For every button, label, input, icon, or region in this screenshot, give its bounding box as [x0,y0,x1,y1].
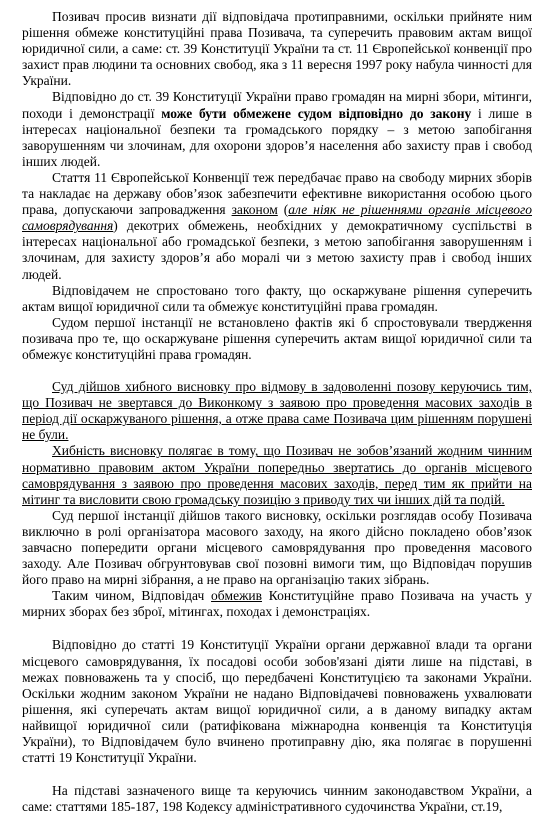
text-segment: Суд дійшов хибного висновку про відмову в задоволенні позову керуючись тим, що Позивач не звертався до Виконкому з заявою про проведення масових заходів в період дії оскаржуваного рішення, а отже права саме Позивача цим рішенням порушені не були. [22,379,532,443]
text-segment: Відповідачем не спростовано того факту, що оскаржуване рішення суперечить актам вищої юридичної сили та обмежує конституційні права громадян. [22,282,532,314]
paragraph-p8 [22,508,532,588]
text-segment: Відповідно до ст. 39 Конституції України право громадян на мирні збори, мітинги, походи і демонстрації [22,89,532,121]
paragraph-gap [22,363,532,379]
paragraph-p10 [22,637,532,766]
paragraph-gap [22,766,532,783]
text-segment: може бути обмежене судом відповідно до закону [161,105,472,121]
text-segment: ( [277,202,289,218]
text-segment: Конституційне право Позивача на участь у мирних зборах без зброї, мітингах, походах і демонстраціях. [22,588,532,620]
paragraph-p7 [22,443,532,507]
paragraph-p5 [22,315,532,363]
paragraph-p6 [22,379,532,443]
text-segment: На підставі зазначеного вище та керуючись чинним законодавством України, а саме: статтями 185-187, 198 Кодексу адміністративного судочинства України, ст.19, [22,783,532,815]
paragraph-gap [22,620,532,637]
text-segment: ) декотрих обмежень, необхідних у демократичному суспільстві в інтересах національної або громадської безпеки, з метою запобігання заворушенням і злочинам, для захисту здоров’я або моралі чи з метою захисту прав і свобод інших людей. [22,218,532,282]
paragraph-p1 [22,9,532,89]
text-segment: Судом першої інстанції не встановлено фактів які б спростовували твердження позивача про те, що оскаржуване рішення суперечить актам вищої юридичної сили та обмежує конституційні права громадян. [22,314,532,362]
text-segment: Стаття 11 Європейської Конвенції теж передбачає право на свободу мирних зборів та накладає на державу обов’язок забезпечити ефективне використання особою цього права, допускаючи запровадження [22,169,532,218]
text-segment: Суд першої інстанції дійшов такого висновку, оскільки розглядав особу Позивача виключно в ролі організатора масового заходу, на якого дійсно покладено обов’язок завчасно попередити органи місцевого самоврядування про проведення масового заходу. Але Позивач обгрунтовував свої позовні вимоги тим, що Відповідач порушив його право на мирні зібрання, а не право на організацію таких зібрань. [22,507,532,588]
paragraph-p9 [22,588,532,620]
text-segment: Хибність висновку полягає в тому, що Позивач не зобов’язаний жодним чинним нормативно правовим актом України попередньо звертатись до органів місцевого самоврядування з заявою про проведення масових заходів, перед тим як прийти на мітинг та висловити свою громадську позицію з приводу тих чи інших дій та подій. [22,443,532,507]
paragraph-p11 [22,783,532,815]
paragraph-p2 [22,89,532,169]
text-segment: законом [231,202,278,218]
paragraph-p3 [22,170,532,283]
text-segment: але ніяк не рішеннями органів місцевого самоврядування [22,202,533,234]
text-segment: і лише в інтересах національної безпеки та громадського порядку – з метою запобігання заворушенням чи злочинам, для охорони здоров’я населення або захисту прав і свобод інших людей. [22,105,533,169]
text-segment: Таким чином, Відповідач [52,588,212,604]
text-segment: обмежив [211,588,262,604]
text-segment: Відповідно до статті 19 Конституції України органи державної влади та органи місцевого самоврядування, їх посадові особи зобов'язані діяти лише на підставі, в межах повноважень та у спосіб, що передбачені Конституцією та законами України. Оскільки жодним законом України не надано Відповідачеві повноважень ухвалювати рішення, які суперечать актам вищої юридичної сили, а в даному випадку актам найвищої юридичної сили (ратифікована міжнародна конвенція та Конституція України), то Відповідачем було вчинено протиправну дію, яка полягає в порушенні статті 19 Конституції України. [22,637,532,766]
paragraph-p4 [22,283,532,315]
text-segment: Позивач просив визнати дії відповідача протиправними, оскільки прийняте ним рішення обмеже конституційні права Позивача, та суперечить правовим актам вищої юридичної сили, а саме: ст. 39 Конституції України та ст. 11 Європейської конвенції про захист прав людини та основних свобод, яка з 11 вересня 1997 року набула чинності для України. [22,9,532,89]
